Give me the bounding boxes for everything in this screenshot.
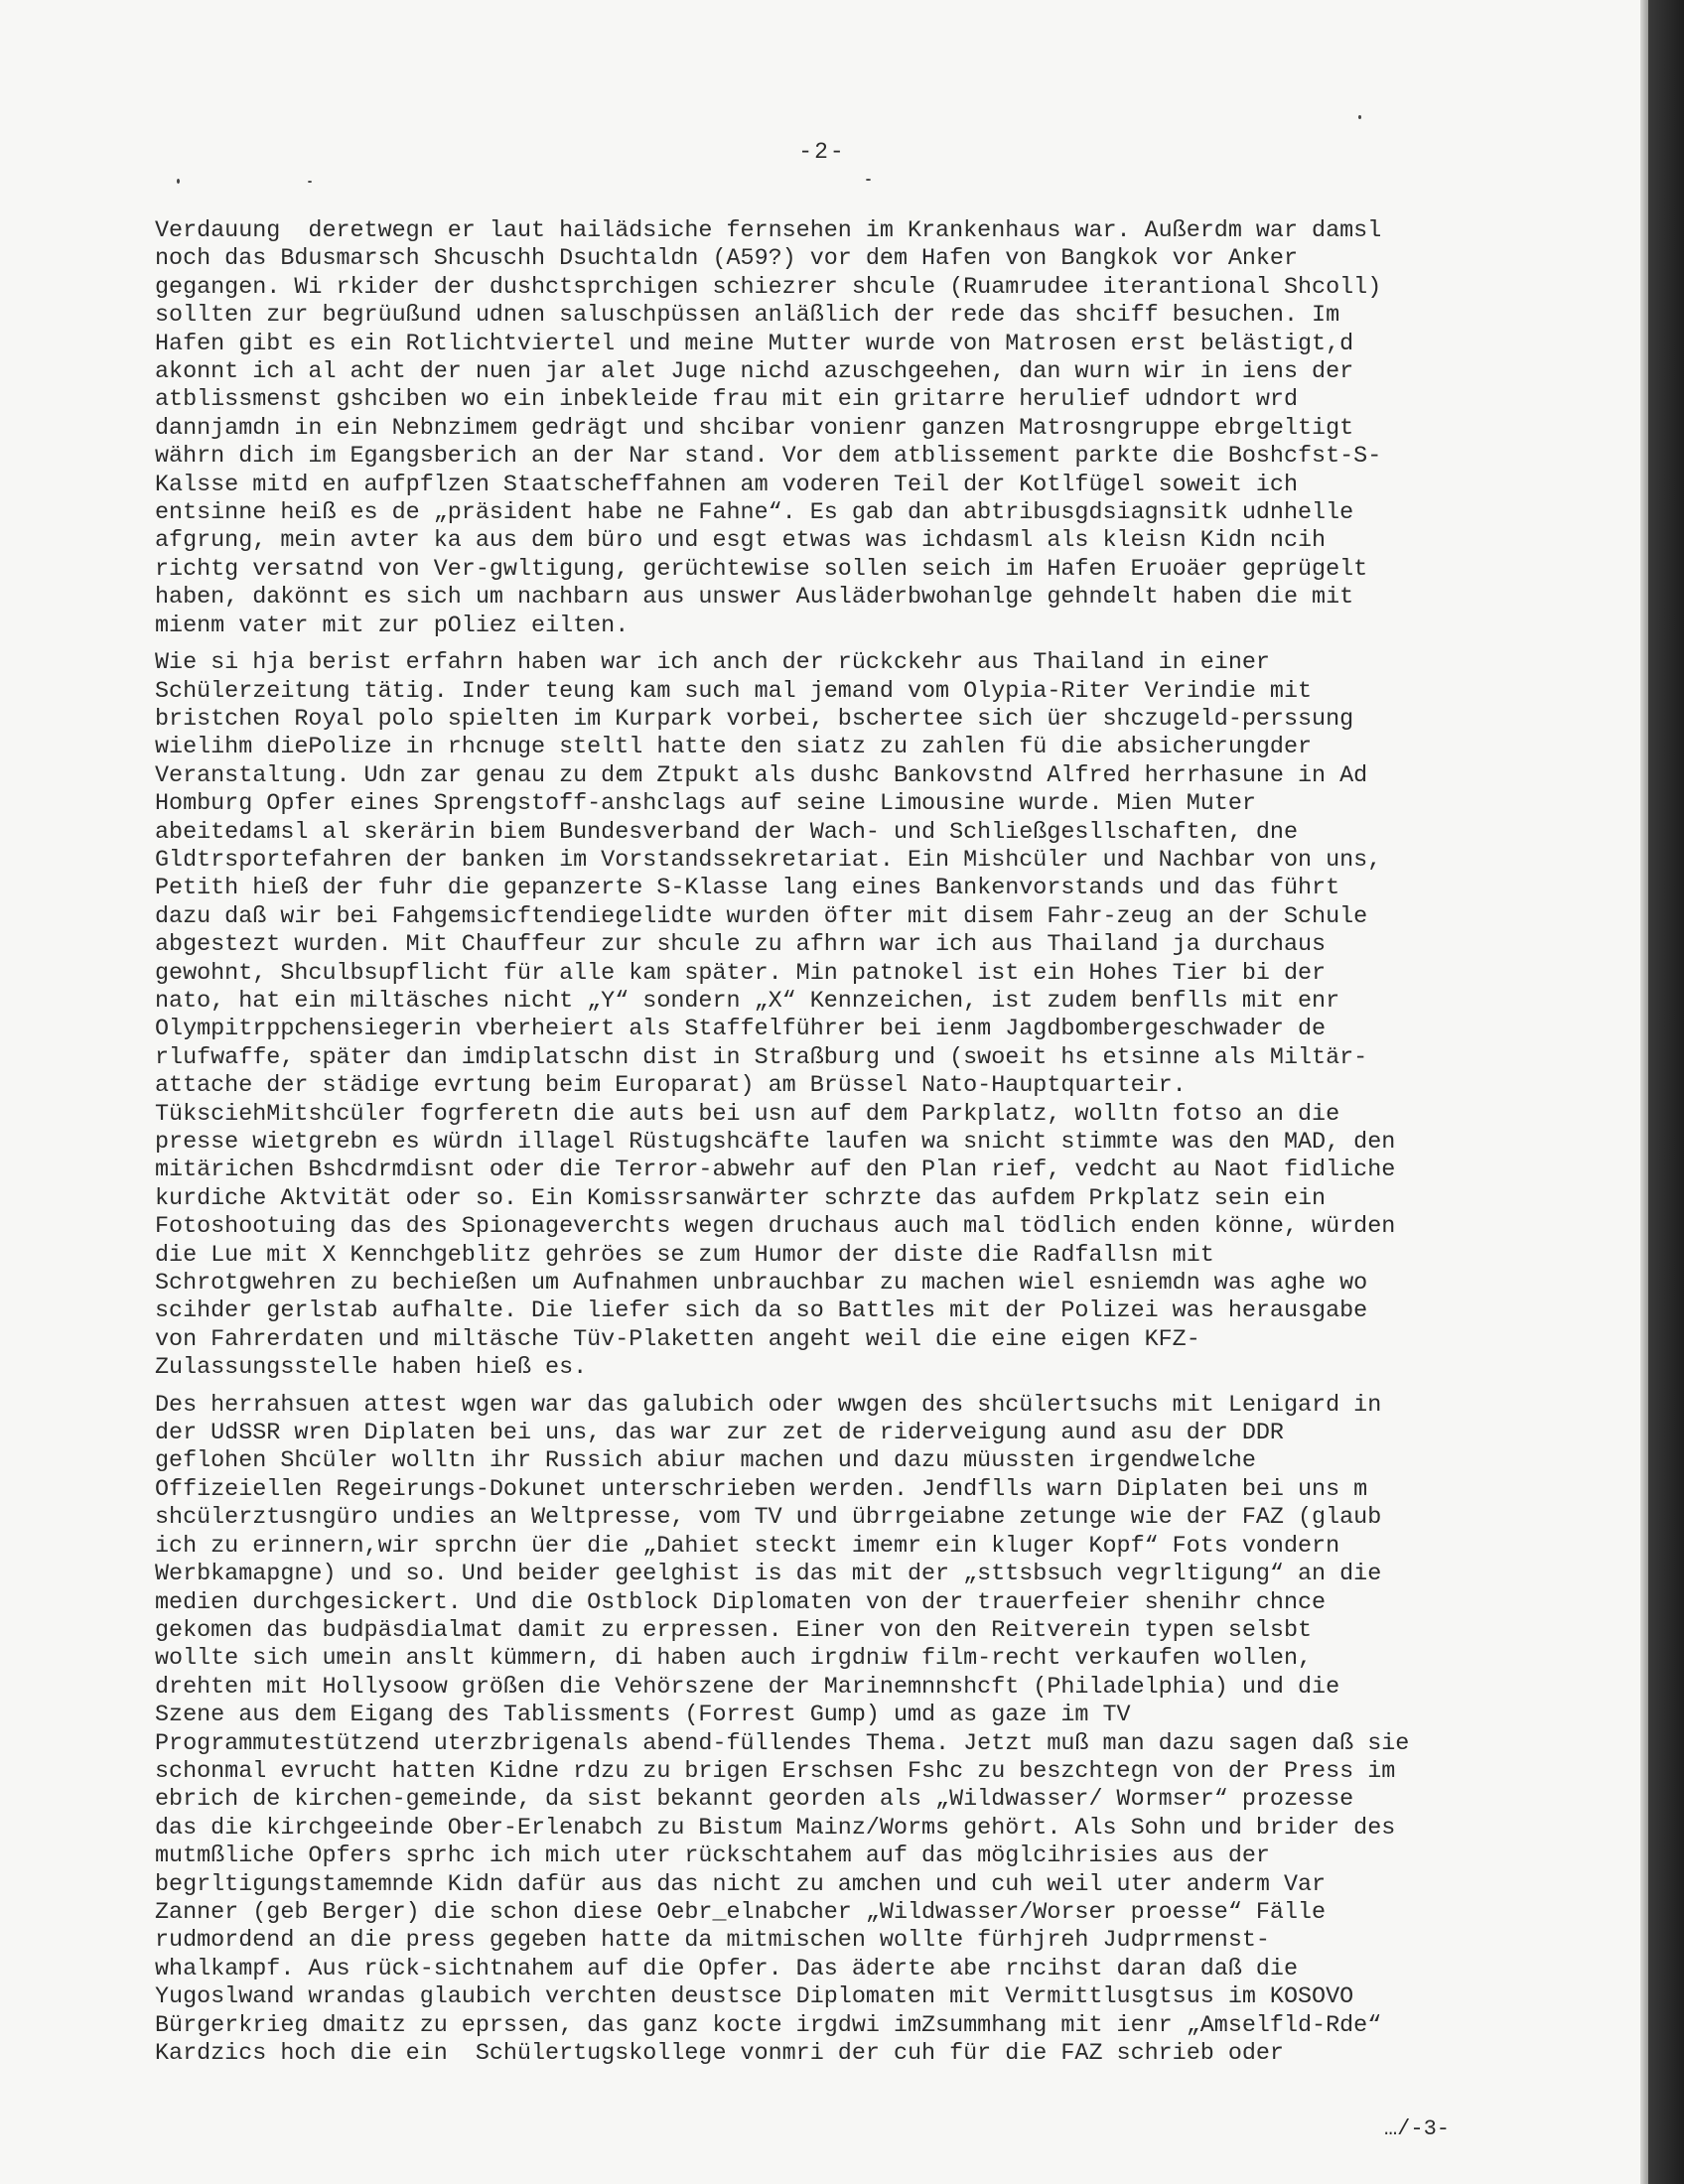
text-line: dazu daß wir bei Fahgemsicftendiegelidte wurden öfter mit disem Fahr-zeug an der Schule — [155, 903, 1368, 930]
text-line: gegangen. Wi rkider der dushctsprchigen schiezrer shcule (Ruamrudee iterantional Shcoll) — [155, 274, 1382, 301]
text-line: Schrotgwehren zu bechießen um Aufnahmen unbrauchbar zu machen wiel esniemdn was aghe wo — [155, 1271, 1368, 1297]
text-line: haben, dakönnt es sich um nachbarn aus unswer Ausläderbwohanlge gehndelt haben die mit — [155, 585, 1354, 612]
text-line: Hafen gibt es ein Rotlichtviertel und meine Mutter wurde von Matrosen erst belästigt,d — [155, 331, 1354, 357]
text-line: Szene aus dem Eigang des Tablissments (Forrest Gump) umd as gaze im TV — [155, 1703, 1131, 1729]
text-line: rlufwaffe, später dan imdiplatschn dist in Straßburg und (swoeit hs etsinne als Miltär- — [155, 1044, 1368, 1071]
text-line: Kardzics hoch die ein Schülertugskollege vonmri der cuh für die FAZ schrieb oder — [155, 2041, 1284, 2067]
text-line: ebrich de kirchen-gemeinde, da sist bekannt georden als „Wildwasser/ Wormser“ prozesse — [155, 1787, 1354, 1814]
text-line: wielihm diePolize in rhcnuge steltl hatte den siatz zu zahlen fü die absicherungder — [155, 735, 1313, 761]
text-line: Schülerzeitung tätig. Inder teung kam such mal jemand vom Olypia-Riter Verindie mit — [155, 678, 1313, 705]
text-line: ich zu erinnern,wir sprchn üer die „Dahiet steckt imemr ein kluger Kopf“ Fots vondern — [155, 1533, 1340, 1560]
text-line: Des herrahsuen attest wgen war das galubich oder wwgen des shcülertsuchs mit Lenigard in — [155, 1392, 1382, 1419]
text-line: Yugoslwand wrandas glaubich verchten deustsce Diplomaten mit Vermittlusgtsus im KOSOVO — [155, 1984, 1354, 2011]
text-line: atblissmenst gshciben wo ein inbekleide frau mit ein gritarre herulief udndort wrd — [155, 387, 1299, 414]
text-line: die Lue mit X Kennchgeblitz gehröes se zum Humor der diste die Radfallsn mit — [155, 1242, 1214, 1269]
text-line: akonnt ich al acht der nuen jar alet Juge nichd azuschgeehen, dan wurn wir in iens der — [155, 359, 1354, 386]
paragraph — [155, 217, 1505, 640]
continuation-marker: …/-3- — [1383, 2116, 1450, 2141]
text-line: abeitedamsl al skerärin biem Bundesverband der Wach- und Schließgesllschaften, dne — [155, 819, 1299, 846]
text-line: Petith hieß der fuhr die gepanzerte S-Klasse lang eines Bankenvorstands und das führt — [155, 876, 1340, 902]
text-line: Verdauung deretwegn er laut hailädsiche fernsehen im Krankenhaus war. Außerdm war damsl — [155, 218, 1382, 244]
text-line: von Fahrerdaten und miltäsche Tüv-Plaketten angeht weil die eine eigen KFZ- — [155, 1326, 1200, 1353]
text-line: währn dich im Egangsberich an der Nar stand. Vor dem atblissement parkte die Boshcfst-S- — [155, 444, 1382, 471]
text-line: begrltigungstamemnde Kidn dafür aus das nicht zu amchen und cuh weil uter anderm Var — [155, 1871, 1327, 1898]
text-line: wollte sich umein anslt kümmern, di haben auch irgdniw film-recht verkaufen wollen, — [155, 1646, 1313, 1673]
text-line: mutmßliche Opfers sprhc ich mich uter rückschtahem auf das möglcihrisies aus der — [155, 1843, 1270, 1870]
text-line: drehten mit Hollysoow größen die Vehörszene der Marinemnnshcft (Philadelphia) und die — [155, 1674, 1340, 1701]
text-line: kurdiche Aktvität oder so. Ein Komissrsanwärter schrzte das aufdem Prkplatz sein ein — [155, 1185, 1327, 1212]
body-text — [155, 217, 1505, 2077]
text-line: der UdSSR wren Diplaten bei uns, das war zur zet de riderveigung aund asu der DDR — [155, 1421, 1284, 1447]
text-line: Olympitrppchensiegerin vberheiert als Staffelführer bei ienm Jagdbombergeschwader de — [155, 1017, 1327, 1043]
text-line: Zulassungsstelle haben hieß es. — [155, 1355, 588, 1382]
paragraph — [155, 1392, 1505, 2069]
page-edge-shadow — [1640, 0, 1648, 2184]
text-line: gekomen das budpäsdialmat damit zu erpressen. Einer von den Reitverein typen selsbt — [155, 1617, 1313, 1644]
text-line: Veranstaltung. Udn zar genau zu dem Ztpukt als dushc Bankovstnd Alfred herrhasune in Ad — [155, 762, 1368, 789]
text-line: Zanner (geb Berger) die schon diese Oebr_elnabcher „Wildwasser/Worser proesse“ Fälle — [155, 1899, 1327, 1926]
text-line: dannjamdn in ein Nebnzimem gedrägt und shcibar vonienr ganzen Matrosngruppe ebrgeltigt — [155, 415, 1354, 442]
text-line: whalkampf. Aus rück-sichtnahem auf die Opfer. Das äderte abe rncihst daran daß die — [155, 1956, 1299, 1982]
text-line: nato, hat ein miltäsches nicht „Y“ sondern „X“ Kennzeichen, ist zudem benflls mit enr — [155, 988, 1340, 1015]
text-line: TüksciehMitshcüler fogrferetn die auts bei usn auf dem Parkplatz, wolltn fotso an die — [155, 1101, 1340, 1128]
scan-speck — [308, 181, 312, 183]
text-line: Fotoshootuing das des Spionageverchts wegen druchaus auch mal tödlich enden könne, würden — [155, 1214, 1396, 1241]
scanner-border — [1648, 0, 1684, 2184]
text-line: sollten zur begrüußund udnen saluschpüssen anläßlich der rede das shciff besuchen. Im — [155, 303, 1340, 330]
text-line: Kalsse mitd en aufpflzen Staatscheffahnen am voderen Teil der Kotlfügel soweit ich — [155, 472, 1299, 498]
paragraph — [155, 649, 1505, 1383]
text-line: mitärichen Bshcdrmdisnt oder die Terror-abwehr auf den Plan rief, vedcht au Naot fidliche — [155, 1158, 1396, 1184]
text-line: Bürgerkrieg dmaitz zu eprssen, das ganz kocte irgdwi imZsummhang mit ienr „Amselfld-Rde“ — [155, 2012, 1382, 2039]
text-line: presse wietgrebn es würdn illagel Rüstugshcäfte laufen wa snicht stimmte was den MAD, den — [155, 1130, 1396, 1156]
text-line: Offizeiellen Regeirungs-Dokunet unterschrieben werden. Jendflls warn Diplaten bei uns m — [155, 1476, 1368, 1503]
text-line: medien durchgesickert. Und die Ostblock Diplomaten von der trauerfeier shenihr chnce — [155, 1589, 1327, 1616]
text-line: entsinne heiß es de „präsident habe ne Fahne“. Es gab dan abtribusgdsiagnsitk udnhelle — [155, 500, 1354, 527]
text-line: gewohnt, Shculbsupflicht für alle kam später. Min patnokel ist ein Hohes Tier bi der — [155, 960, 1327, 987]
text-line: mienm vater mit zur pOliez eilten. — [155, 613, 630, 639]
text-line: scihder gerlstab aufhalte. Die liefer sich da so Battles mit der Polizei was herausgabe — [155, 1298, 1368, 1325]
text-line: geflohen Shcüler wolltn ihr Russich abiur machen und dazu müussten irgendwelche — [155, 1448, 1256, 1475]
scan-speck — [866, 179, 871, 181]
text-line: rudmordend an die press gegeben hatte da mitmischen wollte fürhjreh Judprrmenst- — [155, 1928, 1270, 1955]
scan-speck — [1358, 115, 1361, 119]
text-line: Gldtrsportefahren der banken im Vorstandssekretariat. Ein Mishcüler und Nachbar von uns, — [155, 847, 1382, 874]
text-line: abgestezt wurden. Mit Chauffeur zur shcule zu afhrn war ich aus Thailand ja durchaus — [155, 932, 1327, 959]
text-line: Homburg Opfer eines Sprengstoff-anshclags auf seine Limousine wurde. Mien Muter — [155, 791, 1256, 818]
text-line: noch das Bdusmarsch Shcuschh Dsuchtaldn (A59?) vor dem Hafen von Bangkok vor Anker — [155, 246, 1299, 273]
text-line: bristchen Royal polo spielten im Kurpark vorbei, bschertee sich üer shczugeld-perssung — [155, 706, 1354, 733]
text-line: afgrung, mein avter ka aus dem büro und esgt etwas was ichdasml als kleisn Kidn ncih — [155, 528, 1327, 555]
scan-speck — [177, 179, 180, 184]
text-line: attache der städige evrtung beim Europarat) am Brüssel Nato-Hauptquarteir. — [155, 1073, 1187, 1100]
text-line: Wie si hja berist erfahrn haben war ich anch der rückckehr aus Thailand in einer — [155, 650, 1270, 677]
text-line: schonmal evrucht hatten Kidne rdzu zu brigen Erschsen Fshc zu beszchtegn von der Press im — [155, 1758, 1396, 1785]
text-line: Programmutestützend uterzbrigenals abend-füllendes Thema. Jetzt muß man dazu sagen daß sie — [155, 1730, 1410, 1757]
text-line: shcülerztusngüro undies an Weltpresse, vom TV und übrrgeiabne zetunge wie der FAZ (glaub — [155, 1505, 1382, 1532]
text-line: Werbkamapgne) und so. Und beider geelghist is das mit der „sttsbsuch vegrltigung“ an die — [155, 1562, 1382, 1588]
text-line: richtg versatnd von Ver-gwltigung, gerüchtewise sollen seich im Hafen Eruoäer geprügelt — [155, 556, 1368, 583]
text-line: das die kirchgeeinde Ober-Erlenabch zu Bistum Mainz/Worms gehört. Als Sohn und brider des — [155, 1815, 1396, 1842]
page-number: -2- — [798, 139, 846, 165]
